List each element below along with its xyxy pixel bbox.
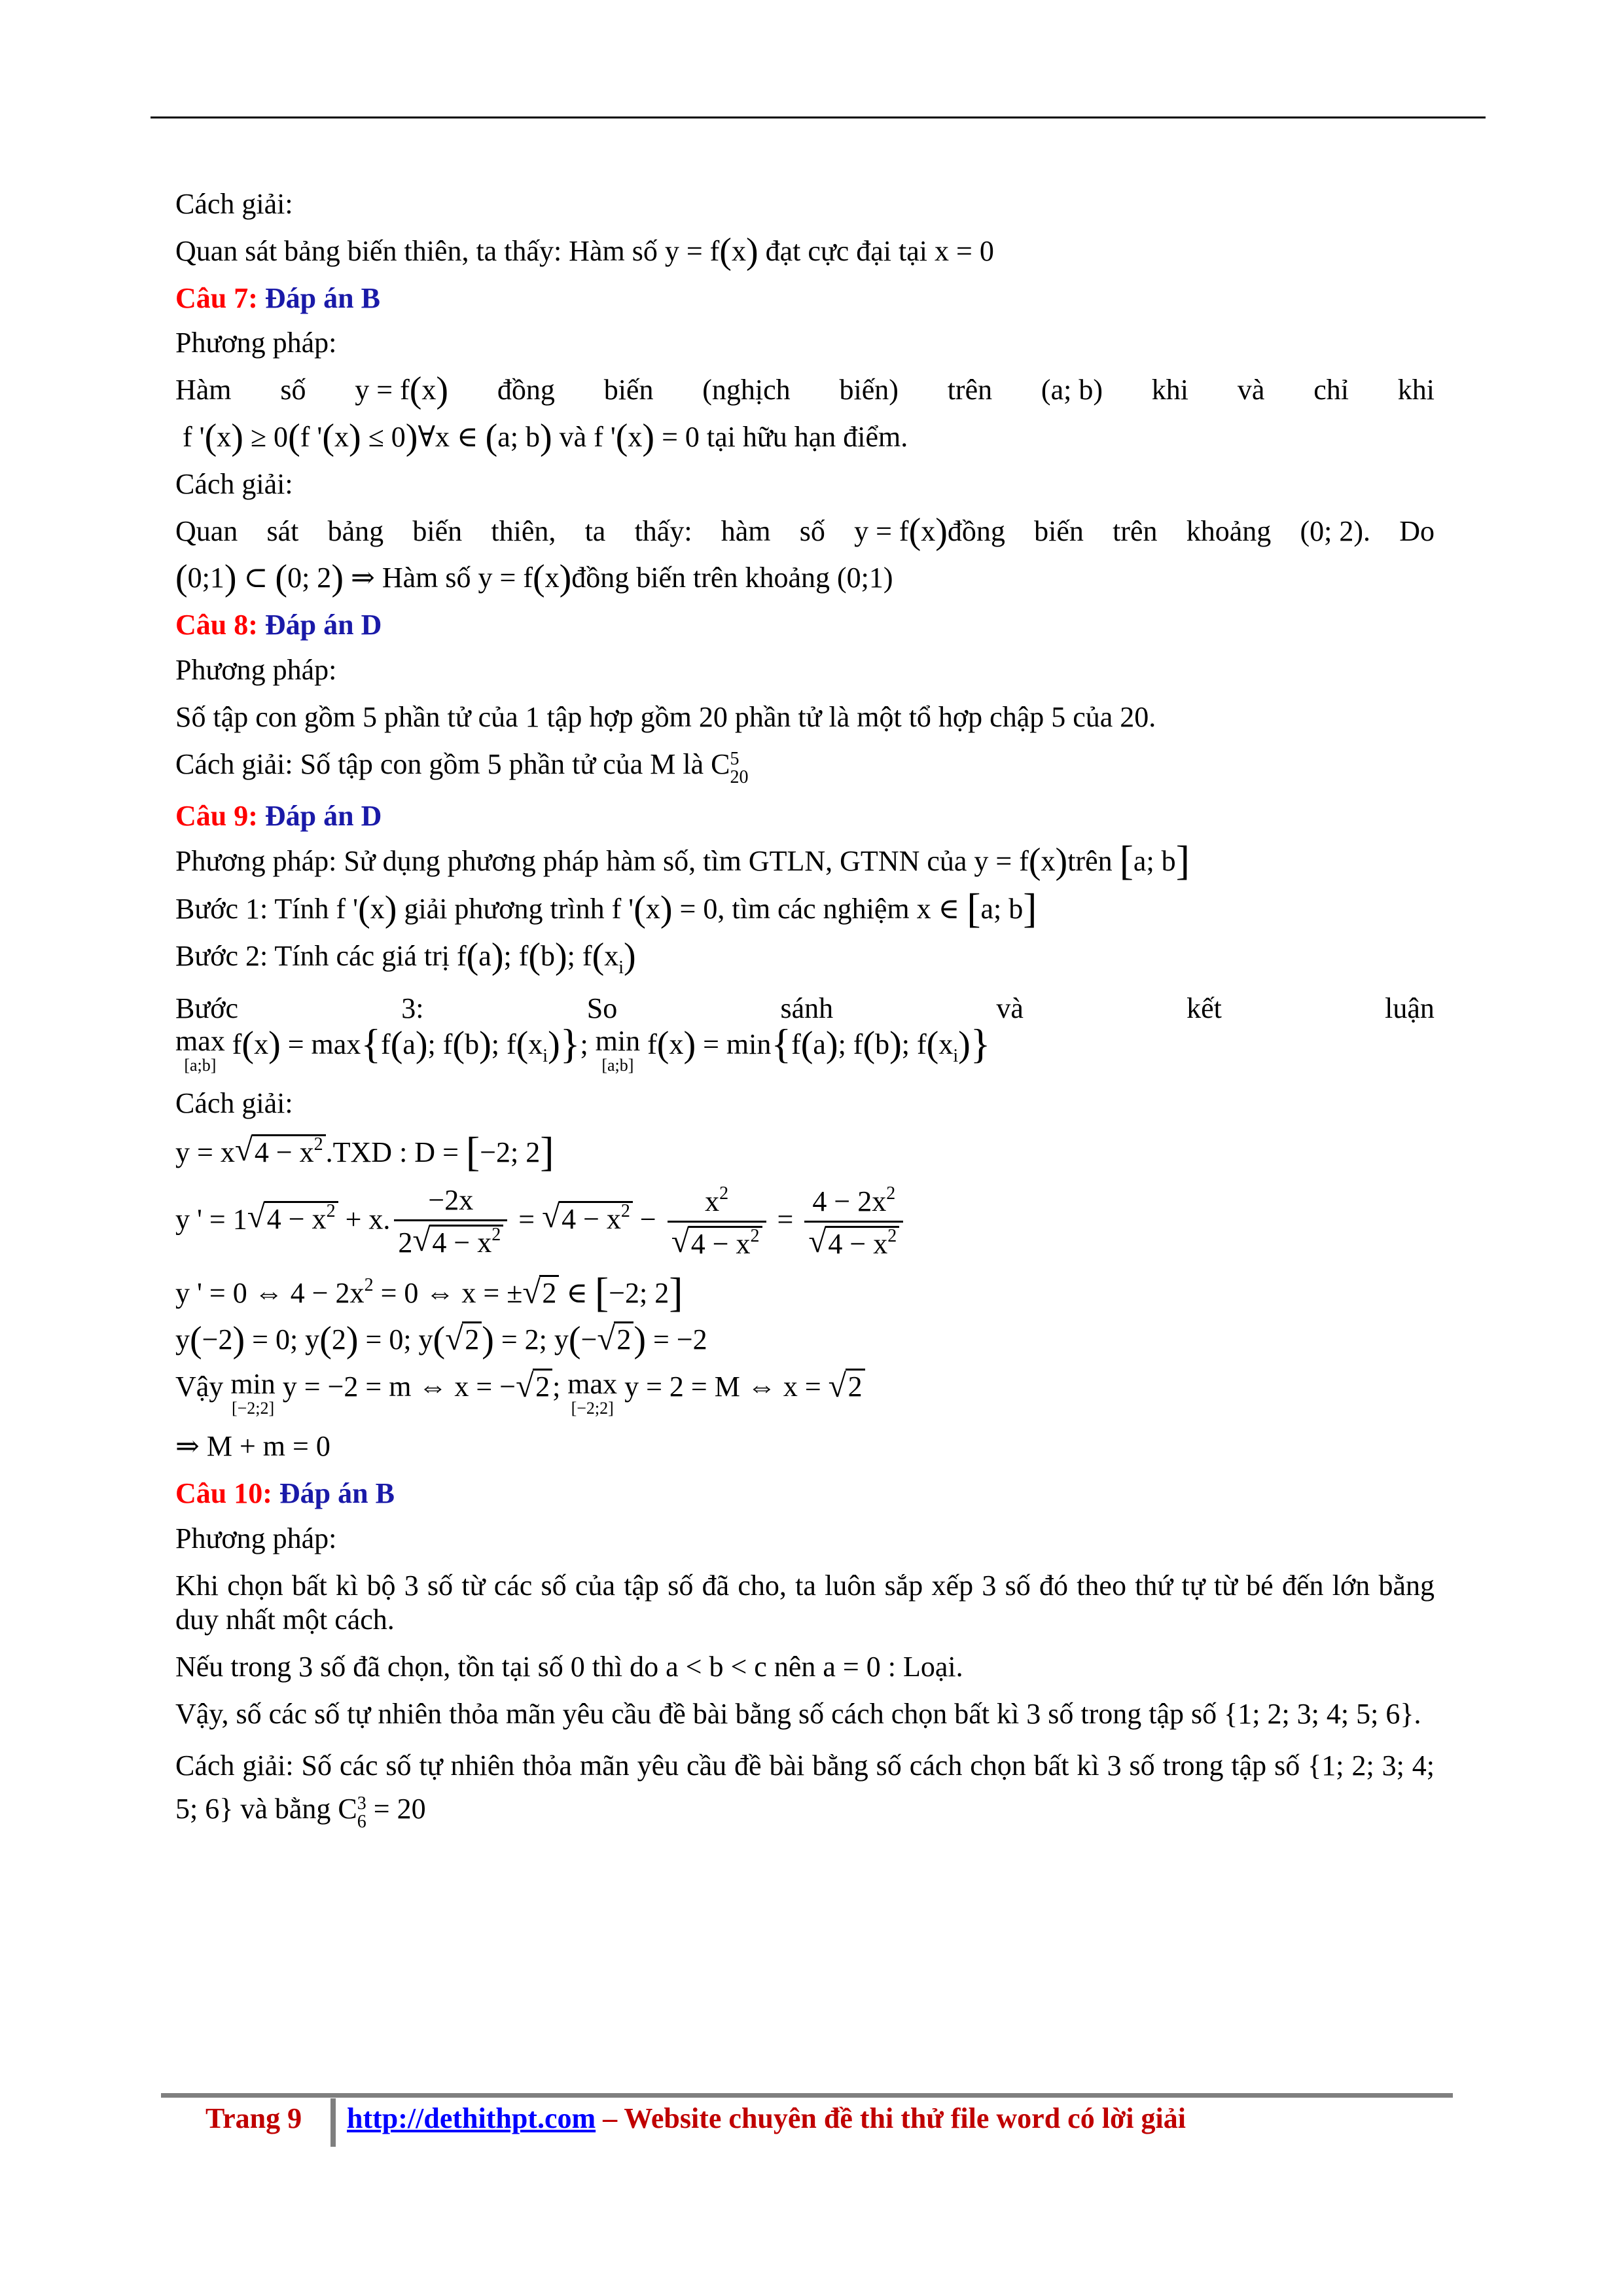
document-body [175,187,1435,1844]
question-9-title: Câu 9: Đáp án D [175,799,382,832]
q10-solution: Cách giải: Số các số tự nhiên thỏa mãn yêu cầu đề bài bằng số cách chọn bất kì 3 số trong tập số {1; 2; 3; 4; 5; 6} và bằng C 3 6 = 20 [175,1749,1435,1832]
q9-max-min-formula: max [a;b] f(x) = max{f(a); f(b); $f(x_i)$}; min [a;b] f(x) = min{f(a); f(b); $f(x_i)$} [175,1020,991,1075]
method-heading: Cách giải: [175,188,293,220]
q9-step-2: Bước 2: Tính các giá trị f(a); f(b); $f(x_i)$ [175,935,636,978]
q9-domain: y = x√ $4 - x^2.TXD$ : D = [−2; 2] [175,1134,1435,1170]
q7-solution-heading: Cách giải: [175,467,293,500]
q10-paragraph-3: Vậy, số các số tự nhiên thỏa mãn yêu cầu đề bài bằng số cách chọn bất kì 3 số trong tập số {1; 2; 3; 4; 5; 6}. [175,1697,1421,1730]
header-rule [151,117,1486,118]
q9-approach-text: Phương pháp: Sử dụng phương pháp hàm số, tìm GTLN, GTNN của y = f(x)trên [a; b] [175,837,1190,884]
q9-derivative: y ' = 1√ $4 - x^2 + x$. $\frac{-2x}{2√ 4 - x^2}$ = √ $4 - x^2$ − $x^2$ √ $4 - x^2$ = $4 - 2x^2$ √ $4 - x^2$ [175,1183,1435,1262]
q10-paragraph-2: Nếu trong 3 số đã chọn, tồn tại số 0 thì do a < b < c nên a = 0 : Loại. [175,1651,963,1683]
q9-solution-heading: Cách giải: [175,1087,293,1120]
q9-critical-points: y ' = 0 ⇔ $4 - 2x^2 = 0$ ⇔ x = ±√ 2 ∈ [−2; 2] [175,1274,1435,1311]
q7-theorem-line: Hàm số y = f(x) đồng biến (nghịch biến) trên (a; b) khi và chỉ khi [175,370,1435,411]
footer-page-number: Trang 9 [205,2102,302,2134]
footer-link[interactable]: http://dethithpt.com [347,2102,596,2134]
q7-approach-heading: Phương pháp: [175,327,337,359]
question-8-title: Câu 8: Đáp án D [175,609,382,641]
question-10-title: Câu 10: Đáp án B [175,1477,395,1509]
q9-step-1: Bước 1: Tính f '(x) giải phương trình f '(x) = 0, tìm các nghiệm x ∈ [a; b] [175,885,1037,932]
footer-website [347,2102,1186,2135]
q7-solution-line-1: Quan sát bảng biến thiên, ta thấy: hàm số y = f(x)đồng biến trên khoảng (0; 2). Do [175,511,1435,552]
q8-solution-text: Cách giải: Số tập con gồm 5 phần tử của M là C 5 20 [175,747,749,787]
q10-approach-heading: Phương pháp: [175,1522,337,1554]
footer-divider [330,2098,336,2147]
intro-observation: Quan sát bảng biến thiên, ta thấy: Hàm số y = f(x) đạt cực đại tại x = 0 [175,230,994,272]
q8-approach-text: Số tập con gồm 5 phần tử của 1 tập hợp gồm 20 phần tử là một tổ hợp chập 5 của 20. [175,700,1156,733]
q8-approach-heading: Phương pháp: [175,653,337,686]
footer-tagline: – Website chuyên đề thi thử file word có lời giải [596,2102,1186,2134]
q10-paragraph-1: Khi chọn bất kì bộ 3 số từ các số của tập số đã cho, ta luôn sắp xếp 3 số đó theo thứ tự từ bé đến lớn bằng duy nhất một cách. [175,1569,1435,1636]
q7-condition-line: f '(x) ≥ 0(f '(x) ≤ 0)∀x ∈ (a; b) và f '(x) = 0 tại hữu hạn điểm. [175,416,908,457]
q7-solution-line-2: (0;1) ⊂ (0; 2) ⇒ Hàm số y = f(x)đồng biến trên khoảng (0;1) [175,558,893,599]
q9-values: y(−2) = 0; y(2) = 0; y(√ 2) = 2; y(−√ 2) = −2 [175,1323,1435,1357]
footer-rule [161,2093,1453,2098]
q9-result: ⇒ M + m = 0 [175,1430,330,1463]
question-7-title: Câu 7: Đáp án B [175,281,380,314]
q9-conclusion: Vậy min [−2;2] y = −2 = m ⇔ x = −√ 2; max [−2;2] y = 2 = M ⇔ x = √ 2 [175,1370,1435,1417]
q9-step-3: Bước 3: So sánh và kết luận [175,992,1435,1024]
